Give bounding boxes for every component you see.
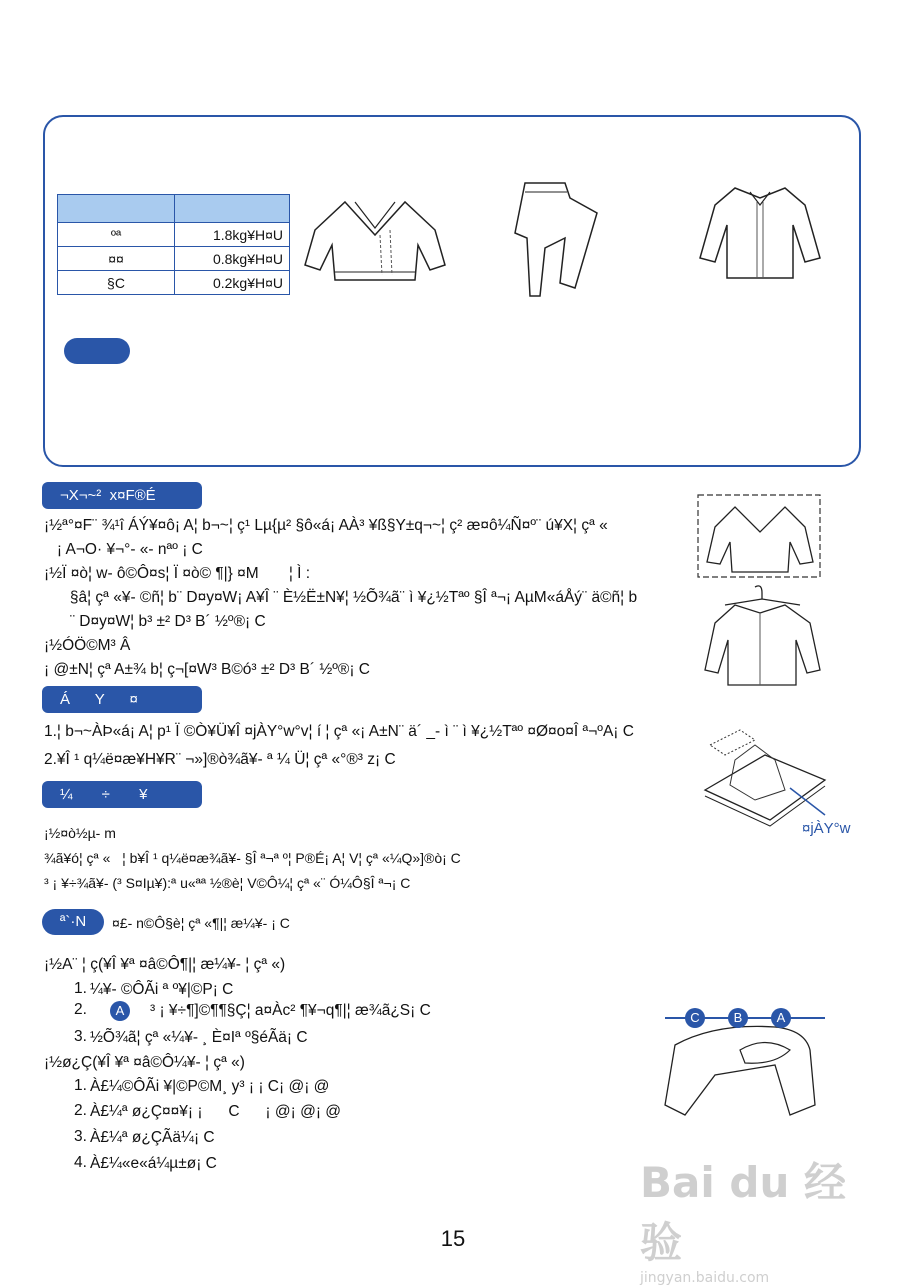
flat-dry-illustration (695, 492, 825, 582)
marker-b: B (728, 1008, 748, 1028)
section1-line: ¡ @±N¦ çª A±¾ b¦ ç¬[¤W³ B©ó³ ±² D³ B´ ½º®¡ C (44, 661, 370, 678)
group1-item: ¼¥- ©ÔÃi ª º¥|©P¡ C (90, 981, 234, 998)
section1-line: ¡½Ï ¤ò¦ w- ô©Ô¤s¦ Ï ¤ò© ¶|} ¤M ¦ Ì : (44, 565, 311, 582)
note-pill (64, 338, 130, 364)
table-header-cell (175, 195, 290, 223)
watermark-logo: Bai du 经验 (640, 1158, 846, 1267)
watermark-url: jingyan.baidu.com (640, 1270, 770, 1286)
table-row: ºª 1.8kg¥H¤U (58, 223, 290, 247)
table-row: ¤¤ 0.8kg¥H¤U (58, 247, 290, 271)
group2-title: ¡½ø¿Ç(¥Î ¥ª ¤â©Ô¼¥- ¦ çª «) (44, 1054, 245, 1071)
group1-item-num: 2. (74, 1001, 87, 1018)
section3-line: ¾ã¥ó¦ çª « ¦ b¥Î ¹ q¼ë¤æ¾ã¥- §Î ª¬ª º¦ P®É¡ A¦ V¦ çª «¼Q»]®ò¡ C (44, 850, 461, 866)
marker-c: C (685, 1008, 705, 1028)
group1-item: ½Õ¾ã¦ çª «¼¥- ¸ È¤Iª º§éÃä¡ C (90, 1029, 308, 1046)
attention-tag: ª`·N (42, 909, 104, 935)
group1-title: ¡½A¨ ¦ ç(¥Î ¥ª ¤â©Ô¶|¦ æ¼¥- ¦ çª «) (44, 956, 286, 973)
table-header-cell (58, 195, 175, 223)
group1-item-num: 1. (74, 980, 87, 997)
section1-line: ¨ D¤y¤W¦ b³ ±² D³ B´ ½º®¡ C (44, 613, 266, 630)
group1-item: ³ ¡ ¥÷¶]©¶¶§Ç¦ a¤Àc² ¶¥¬q¶|¦ æ¾ã¿S¡ C (150, 1002, 431, 1019)
group2-item: À£¼«e«á¼µ±ø¡ C (90, 1155, 217, 1172)
section1-line: ¡½ÓÖ©M³ Â (44, 637, 131, 654)
group2-item: À£¼©ÔÃi ¥|©P©M¸ y³ ¡ ¡ C¡ @¡ @ (90, 1078, 330, 1095)
watermark (640, 1150, 870, 1286)
group2-item: À£¼ª ø¿Ç¤¤¥¡ ¡ C ¡ @¡ @¡ @ (90, 1103, 342, 1120)
group2-item-num: 1. (74, 1077, 87, 1094)
attention-text: ¤£- n©Ô§è¦ çª «¶|¦ æ¼¥- ¡ C (112, 915, 290, 931)
group1-item-num: 3. (74, 1028, 87, 1045)
page-number: 15 (440, 1226, 466, 1251)
sweater-illustration (300, 190, 450, 290)
section2-line: 2.¥Î ¹ q¼ë¤æ¥H¥R¨ ¬»]®ò¾ã¥- ª ¼ Ü¦ çª «°®³ z¡ C (44, 751, 396, 768)
section3-line: ¡½¤ò½µ- m (44, 825, 116, 841)
section-header-ironing: ¼ ÷ ¥ (42, 781, 202, 808)
section3-line: ³ ¡ ¥÷¾ã¥- (³ S¤Iµ¥):ª u«ªª ½®è¦ V©Ô¼¦ çª «¨ Ó¼Ô§Î ª¬¡ C (44, 875, 411, 891)
section1-line: ¡½ª°¤F¨ ¾¹î ÁÝ¥¤ô¡ A¦ b¬~¦ ç¹ Lµ{µ² §ô«á¡ AÀ³ ¥ß§Y±q¬~¦ ç² æ¤ô¼Ñ¤º¨ ú¥X¦ çª « (44, 517, 608, 534)
group2-item: À£¼ª ø¿ÇÃä¼¡ C (90, 1129, 215, 1146)
section2-line: 1.¦ b¬~ÀÞ«á¡ A¦ p¹ Ï ©Ò¥Ü¥Î ¤jÀY°w°v¦ í ¦ çª «¡ A±N¨ ä´ _- ì ¨ ì ¥¿½Tªº ¤Ø¤o¤Î ª¬ºA¡ C (44, 723, 634, 740)
section1-line: §â¦ çª «¥- ©ñ¦ b¨ D¤y¤W¡ A¥Î ¨ È½Ë±N¥¦ ½Õ¾ã¨ ì ¥¿½Tªº §Î ª¬¡ AµM«áÅý¨ ä©ñ¦ b (44, 589, 638, 606)
pants-illustration (505, 178, 605, 300)
group2-item-num: 2. (74, 1102, 87, 1119)
pin-label: ¤jÀY°w (802, 820, 851, 837)
load-table (57, 194, 290, 295)
iron-board-illustration (695, 720, 830, 830)
section1-line: ¡ A¬O· ¥¬°- «- nªº ¡ C (44, 541, 203, 558)
table-row: §C 0.2kg¥H¤U (58, 271, 290, 295)
blouse-illustration (695, 180, 825, 280)
hanging-shirt-illustration (700, 585, 825, 690)
marker-a: A (110, 1001, 130, 1021)
group2-item-num: 4. (74, 1154, 87, 1171)
section-header-drying: ¬X¬~² x¤F®É (42, 482, 202, 509)
marker-a-right: A (771, 1008, 791, 1028)
section-header-pinning: Á Y ¤ (42, 686, 202, 713)
group2-item-num: 3. (74, 1128, 87, 1145)
